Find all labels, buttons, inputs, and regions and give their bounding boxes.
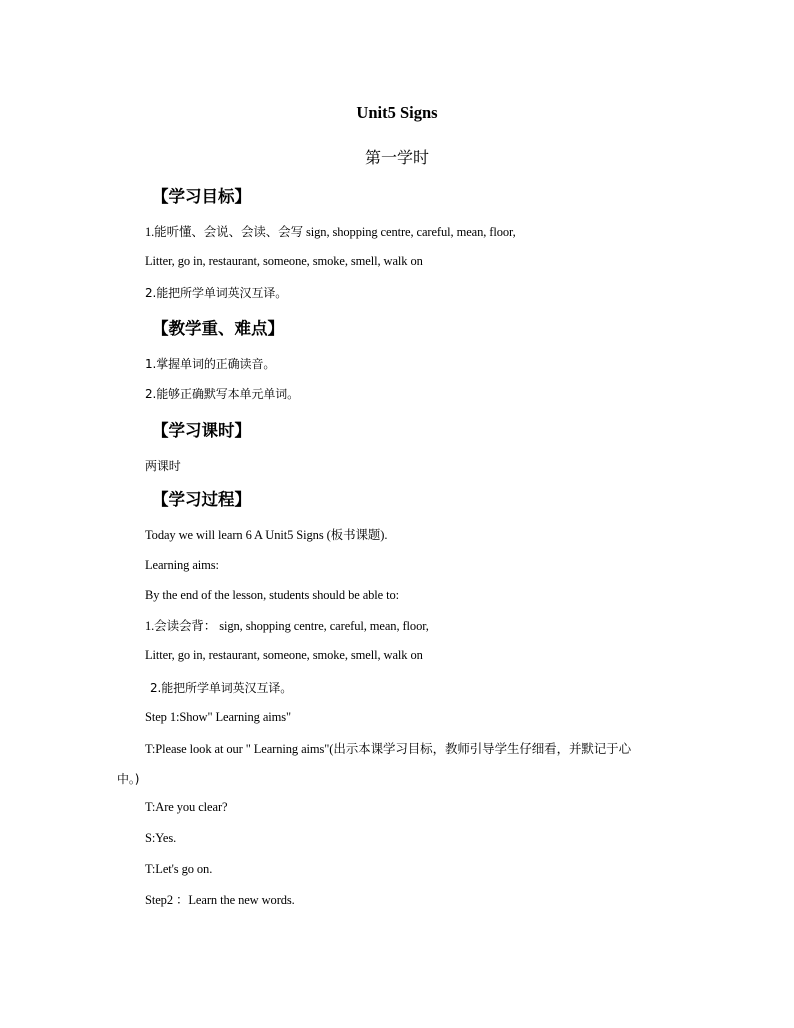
page-title: Unit5 Signs (356, 103, 438, 122)
process-line-7: Step 1:Show" Learning aims" (145, 710, 292, 724)
section-heading-periods: 【学习课时】 (152, 421, 251, 440)
process-line-4: 1.会读会背： sign, shopping centre, careful, mean, floor, (145, 619, 429, 633)
periods-line-1: 两课时 (145, 459, 181, 473)
process-line-9: 中。) (117, 772, 140, 786)
process-line-5: Litter, go in, restaurant, someone, smoke, smell, walk on (145, 648, 423, 662)
goals-line-3: 2.能把所学单词英汉互译。 (145, 286, 288, 300)
process-line-6: 2.能把所学单词英汉互译。 (150, 681, 293, 695)
process-line-8: T:Please look at our " Learning aims"(出示本课学习目标，教师引导学生仔细看，并默记于心 (145, 742, 631, 756)
process-line-2: Learning aims: (145, 558, 219, 572)
keypoints-line-1: 1.掌握单词的正确读音。 (145, 357, 276, 371)
section-heading-process: 【学习过程】 (152, 490, 251, 509)
page-subtitle: 第一学时 (364, 148, 429, 167)
process-line-1: Today we will learn 6 A Unit5 Signs (板书课题). (145, 528, 388, 542)
process-line-12: T:Let's go on. (145, 862, 213, 876)
goals-line-1: 1.能听懂、会说、会读、会写 sign, shopping centre, careful, mean, floor, (145, 225, 516, 239)
process-line-10: T:Are you clear? (145, 800, 228, 814)
goals-line-2: Litter, go in, restaurant, someone, smoke, smell, walk on (145, 254, 423, 268)
section-heading-keypoints: 【教学重、难点】 (152, 319, 284, 338)
process-line-11: S:Yes. (145, 831, 177, 845)
process-line-13: Step2 ：Learn the new words. (145, 893, 295, 907)
process-line-3: By the end of the lesson, students should be able to: (145, 588, 400, 602)
section-heading-goals: 【学习目标】 (152, 187, 251, 206)
keypoints-line-2: 2.能够正确默写本单元单词。 (145, 387, 300, 401)
